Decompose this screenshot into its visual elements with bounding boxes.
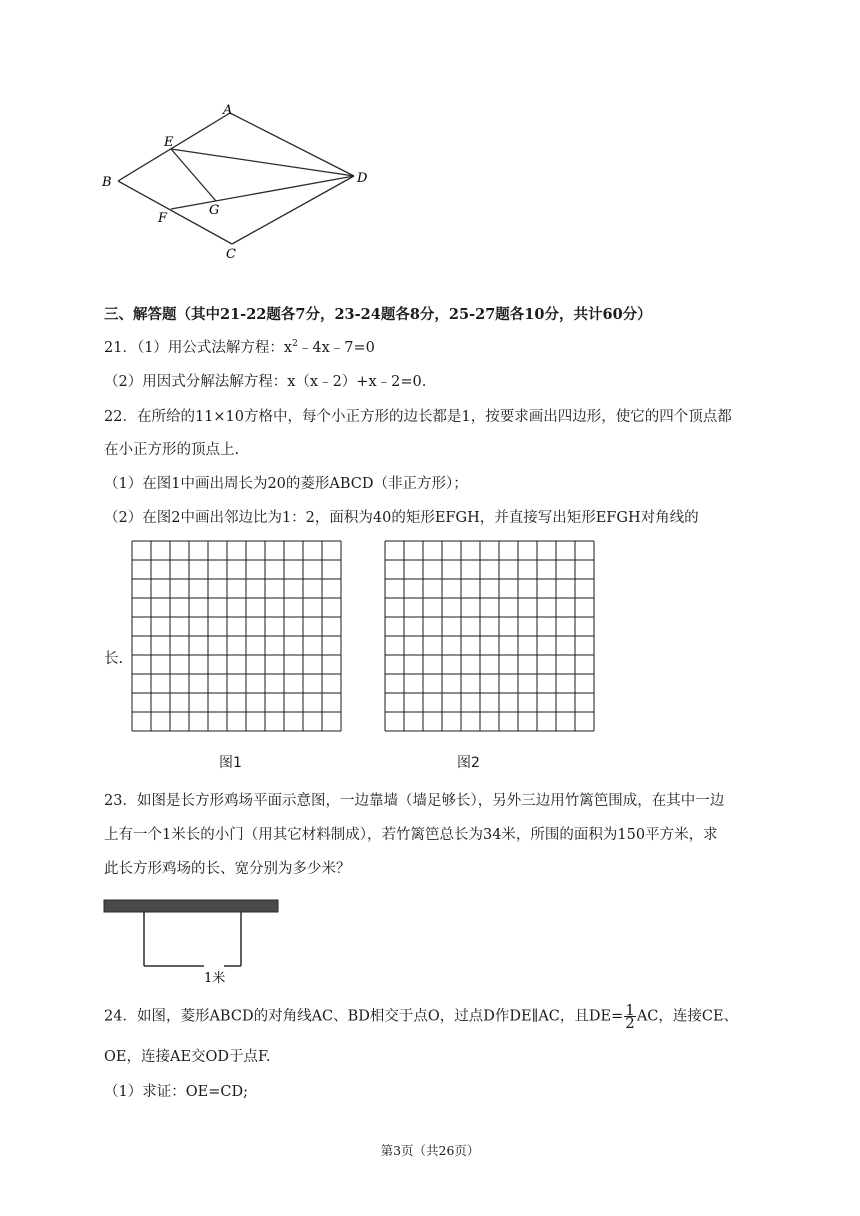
q24-line1-text-b: AC，连接CE、 — [636, 1008, 739, 1025]
point-label-e: E — [164, 135, 174, 150]
point-label-c: C — [226, 247, 236, 262]
door-label: 1米 — [204, 971, 226, 985]
grid-figure-1 — [131, 540, 343, 743]
fraction-denominator: 2 — [625, 1014, 635, 1032]
q21-part1 — [104, 336, 375, 357]
grid-figure-1-label: 图1 — [219, 755, 242, 771]
q21-part1-text-b: ﹣4x﹣7=0 — [297, 340, 375, 356]
chicken-farm-diagram — [100, 893, 282, 985]
q24-line1-text-a: 24．如图，菱形ABCD的对角线AC、BD相交于点O，过点D作DE∥AC，且DE= — [104, 1008, 624, 1025]
point-label-a: A — [223, 103, 233, 118]
page-footer: 第3页（共26页） — [380, 1143, 480, 1158]
q21-part1-text-a: 21．（1）用公式法解方程：x — [104, 340, 293, 356]
q21-exponent: 2 — [292, 339, 298, 350]
q23-line2: 上有一个1米长的小门（用其它材料制成），若竹篱笆总长为34米，所围的面积为150平方米，求 — [104, 827, 718, 843]
grid-figure-2-label: 图2 — [457, 755, 480, 771]
q23-line1: 23．如图是长方形鸡场平面示意图，一边靠墙（墙足够长），另外三边用竹篱笆围成，在其中一边 — [104, 793, 725, 809]
section-heading: 三、解答题（其中21-22题各7分，23-24题各8分，25-27题各10分，共计60分） — [104, 306, 652, 323]
point-label-b: B — [102, 175, 112, 190]
q22-line3: （1）在图1中画出周长为20的菱形ABCD（非正方形）； — [104, 476, 468, 492]
q21-part2: （2）用因式分解法解方程：x（x﹣2）+x﹣2=0. — [104, 374, 427, 390]
q22-line4: （2）在图2中画出邻边比为1：2，面积为40的矩形EFGH，并直接写出矩形EFGH对角线的 — [104, 510, 699, 526]
wall — [104, 900, 278, 912]
q24-line3: （1）求证：OE=CD; — [104, 1084, 248, 1100]
q22-line1: 22．在所给的11×10方格中，每个小正方形的边长都是1，按要求画出四边形，使它的四个顶点都 — [104, 409, 732, 425]
q24-line2: OE，连接AE交OD于点F. — [104, 1049, 271, 1065]
point-label-d: D — [357, 171, 368, 186]
point-label-f: F — [158, 211, 168, 226]
point-label-g: G — [209, 203, 220, 218]
fraction-numerator: 1 — [625, 1001, 635, 1019]
half-fraction — [624, 1001, 636, 1032]
q23-line3: 此长方形鸡场的长、宽分别为多少米？ — [104, 861, 351, 877]
q22-line5: 长. — [104, 651, 124, 667]
rhombus-geometry-figure — [96, 96, 376, 266]
grid-figure-2 — [384, 540, 596, 743]
q22-line2: 在小正方形的顶点上. — [104, 442, 240, 458]
q24-line1 — [104, 1001, 739, 1032]
